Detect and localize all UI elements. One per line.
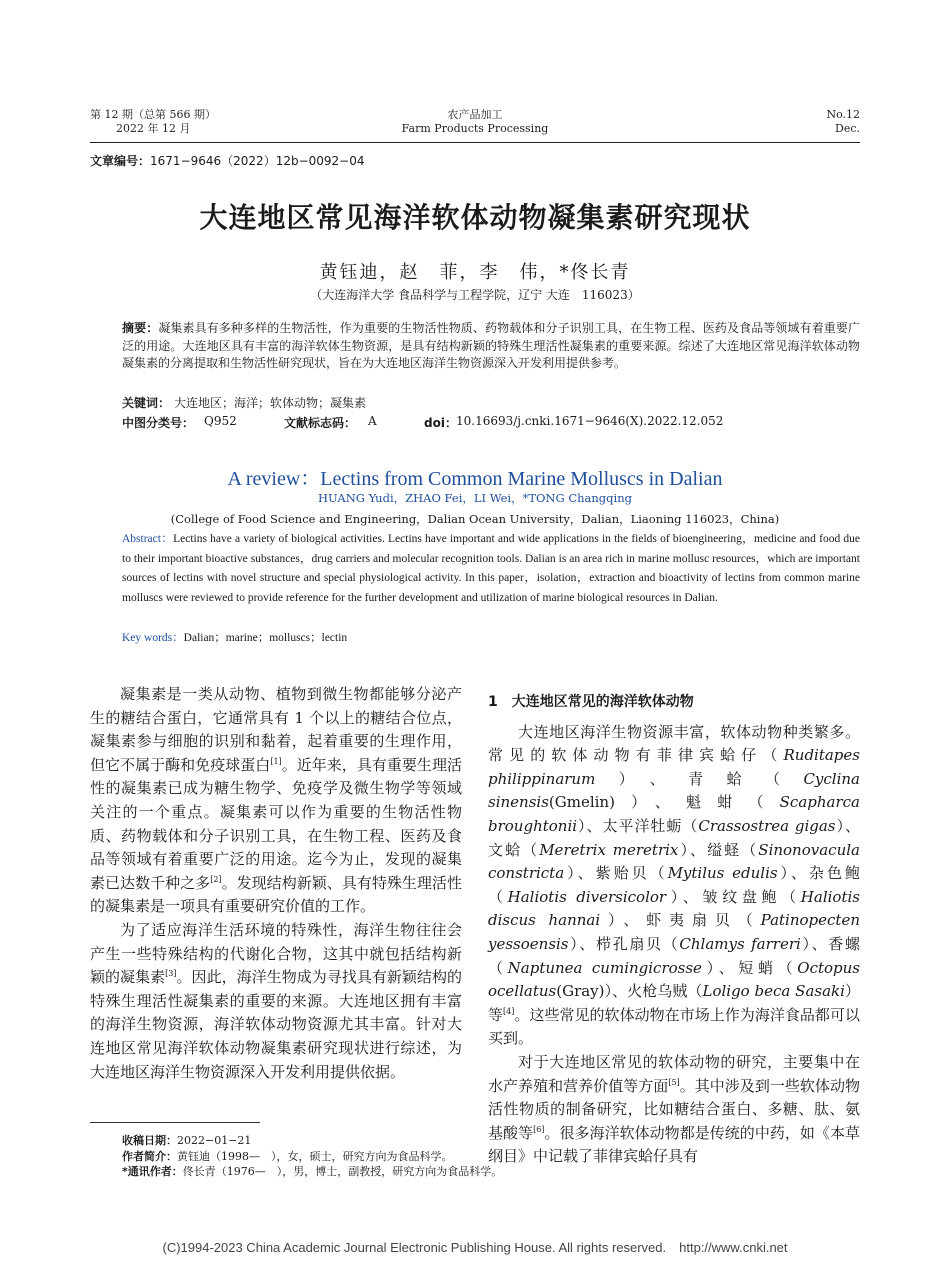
species-name: Octopus ocellatus: [488, 958, 860, 1001]
header-issue-en: [780, 108, 860, 136]
text-run: ）、杂色鲍（: [488, 864, 860, 906]
footnote-label: 收稿日期：: [122, 1134, 177, 1147]
footnote-corresponding: [122, 1164, 860, 1180]
header-journal-en: Farm Products Processing: [401, 122, 549, 135]
paragraph: [90, 683, 462, 919]
keywords-cn-label: 关键词：: [122, 396, 171, 410]
header-date-cn: 2022 年 12 月: [116, 122, 191, 135]
footnote-label: 作者简介：: [122, 1149, 177, 1163]
doc-code-value: A: [368, 414, 377, 428]
citation-ref: [1]: [270, 756, 282, 766]
text-run: ）、缢蛏（: [678, 840, 759, 859]
citation-ref: [4]: [503, 1006, 515, 1016]
text-run: ）、皱纹盘鲍（: [666, 887, 801, 906]
english-abstract-label: Abstract：: [122, 533, 174, 545]
footnote-divider: [90, 1122, 260, 1123]
clc-value: Q952: [204, 414, 237, 428]
english-affiliation: (College of Food Science and Engineering，Dalian Ocean University，Dalian，Liaoning 116023，China): [170, 512, 780, 526]
footnote-value: 黄钰迪（1998— ），女，硕士，研究方向为食品科学。: [177, 1149, 453, 1163]
species-name: Loligo beca Sasaki: [702, 982, 845, 1001]
header-journal-cn: 农产品加工: [447, 108, 503, 121]
footnote-value: 佟长青（1976— ），男，博士，副教授，研究方向为食品科学。: [182, 1165, 503, 1178]
footnotes: [122, 1133, 860, 1180]
species-name: Meretrix meretrix: [539, 840, 679, 859]
text-run: 。因此，海洋生物成为寻找具有新颖结构的特殊生理活性凝集素的重要的来源。大连地区拥有丰富的海洋生物资源，海洋软体动物资源尤其丰富。针对大连地区常见海洋软体动物凝集素研究现状进行综述，为大连地区海洋生物资源深入开发利用提供依据。: [90, 968, 462, 1081]
text-run: 大连地区海洋生物资源丰富，软体动物种类繁多。常见的软体动物有菲律宾蛤仔（: [488, 722, 860, 765]
text-run: ）等: [488, 982, 860, 1024]
species-name: Sinonovacula constricta: [488, 840, 860, 883]
abstract-cn-text: 凝集素具有多种多样的生物活性，作为重要的生物活性物质、药物载体和分子识别工具，在生物工程、医药及食品等领域有着重要广泛的用途。大连地区具有丰富的海洋软体生物资源，是具有结构新颖的特殊生理活性凝集素的重要来源。综述了大连地区常见海洋软体动物凝集素的分离提取和生物活性研究现状，旨在为大连地区海洋生物资源深入开发利用提供参考。: [122, 321, 860, 370]
text-run: (Gmelin)）、魁蚶（: [548, 793, 780, 812]
header-no-en: No.12: [826, 108, 860, 121]
header-issue: [90, 108, 310, 136]
text-run: 。近年来，具有重要生理活性的凝集素已成为糖生物学、免疫学及微生物学等领域关注的一个重点。凝集素可以作为重要的生物活性物质、药物载体和分子识别工具，在生物工程、医药及食品等领域有着重要广泛的用途。迄今为止，发现的凝集素已达数千种之多: [90, 755, 462, 892]
english-abstract-text: Lectins have a variety of biological activities. Lectins have important and wide applications in the fields of bioengineering，medicine and food due to their important bioactive substances，drug carriers and molecular recognition tools. Dalian is an area rich in marine mollusc resources，which are important sources of lectins with novel structure and special physiological activity. In this paper，isolation，extraction and bioactivity of lectins from common marine molluscs were reviewed to provide reference for the further development and utilization of marine biological resources in Dalian.: [122, 533, 860, 604]
species-name: Ruditapes philippinarum: [488, 746, 860, 788]
species-name: Crassostrea gigas: [698, 816, 836, 835]
english-title: A review：Lectins from Common Marine Molluscs in Dalian: [227, 468, 723, 490]
text-run: ）、虾夷扇贝（: [600, 911, 761, 930]
english-abstract: [122, 530, 860, 608]
text-run: 凝集素是一类从动物、植物到微生物都能够分泌产生的糖结合蛋白，它通常具有 1 个以上的糖结合位点，凝集素参与细胞的识别和黏着，起着重要的生理作用，但它不属于酶和免疫球蛋白: [90, 685, 462, 774]
footnote-received: [122, 1133, 860, 1149]
page-title: 大连地区常见海洋软体动物凝集素研究现状: [199, 201, 751, 234]
text-run: ）、紫贻贝（: [564, 864, 668, 883]
section-heading: 1 大连地区常见的海洋软体动物: [488, 694, 694, 710]
text-run: 。很多海洋软体动物都是传统的中药，如《本草纲目》中记载了菲律宾蛤仔具有: [488, 1123, 860, 1166]
text-run: ）、文蛤（: [488, 816, 860, 859]
text-run: ）、栉孔扇贝（: [568, 934, 680, 953]
header-month-en: Dec.: [835, 122, 860, 135]
text-run: ）、太平洋牡蛎（: [577, 816, 699, 835]
article-number: [90, 152, 365, 169]
body-right-column: [488, 691, 860, 1169]
affiliation: （大连海洋大学 食品科学与工程学院，辽宁 大连 116023）: [310, 288, 640, 302]
paragraph: [90, 919, 462, 1084]
species-name: Cyclina sinensis: [488, 769, 860, 812]
doi-label: doi：: [424, 416, 457, 430]
species-name: Haliotis discus hannai: [488, 887, 860, 930]
authors: 黄钰迪，赵 菲，李 伟，*佟长青: [319, 262, 631, 283]
article-number-value: 1671−9646（2022）12b−0092−04: [150, 154, 365, 168]
text-run: ）、短蛸（: [701, 958, 798, 977]
citation-ref: [2]: [210, 874, 222, 884]
english-keywords: [122, 629, 347, 645]
header-divider: [90, 142, 860, 143]
english-keywords-text: Dalian；marine；molluscs；lectin: [183, 632, 348, 644]
footnote-value: 2022−01−21: [177, 1134, 252, 1147]
species-name: Haliotis diversicolor: [507, 887, 667, 906]
text-run: 为了适应海洋生活环境的特殊性，海洋生物往往会产生一些特殊结构的代谢化合物，这其中就包括结构新颖的凝集素: [90, 920, 462, 987]
species-name: Chlamys farreri: [679, 934, 801, 953]
footnote-label: *通讯作者：: [122, 1165, 183, 1178]
species-name: Patinopecten yessoensis: [488, 911, 860, 953]
english-authors: HUANG Yudi，ZHAO Fei，LI Wei，*TONG Changqing: [318, 491, 632, 505]
header-issue-cn: 第 12 期（总第 566 期）: [90, 108, 216, 121]
doi-value: 10.16693/j.cnki.1671−9646(X).2022.12.052: [456, 414, 724, 428]
keywords-cn-text: 大连地区；海洋；软体动物；凝集素: [174, 396, 367, 410]
citation-ref: [6]: [533, 1124, 545, 1134]
english-keywords-label: Key words：: [122, 632, 184, 644]
text-run: ）、青蛤（: [595, 769, 804, 788]
clc-label: 中图分类号：: [122, 416, 195, 430]
abstract-cn-label: 摘要：: [122, 321, 159, 335]
body-left-column: [90, 683, 462, 1084]
text-run: 。这些常见的软体动物在市场上作为海洋食品都可以买到。: [488, 1005, 860, 1048]
paragraph: [488, 721, 860, 1051]
header-journal: [375, 108, 575, 136]
citation-ref: [5]: [668, 1077, 680, 1087]
species-name: Naptunea cumingicrosse: [507, 958, 702, 977]
text-run: 。其中涉及到一些软体动物活性物质的制备研究，比如糖结合蛋白、多糖、肽、氨基酸等: [488, 1076, 860, 1142]
text-run: 对于大连地区常见的软体动物的研究，主要集中在水产养殖和营养价值等方面: [488, 1052, 860, 1095]
doc-code-label: 文献标志码：: [284, 416, 357, 430]
species-name: Mytilus edulis: [667, 864, 778, 883]
article-number-label: 文章编号：: [90, 154, 151, 168]
text-run: (Gray)）、火枪乌贼（: [556, 982, 703, 1001]
abstract-cn: [122, 320, 860, 373]
footnote-author: [122, 1149, 860, 1165]
citation-ref: [3]: [165, 969, 177, 979]
species-name: Scapharca broughtonii: [488, 793, 860, 835]
text-run: ）、香螺（: [488, 934, 860, 977]
copyright-notice: (C)1994-2023 China Academic Journal Electronic Publishing House. All rights reserved. http://www.cnki.net: [162, 1240, 788, 1255]
text-run: 。发现结构新颖、具有特殊生理活性的凝集素是一项具有重要研究价值的工作。: [90, 873, 462, 916]
